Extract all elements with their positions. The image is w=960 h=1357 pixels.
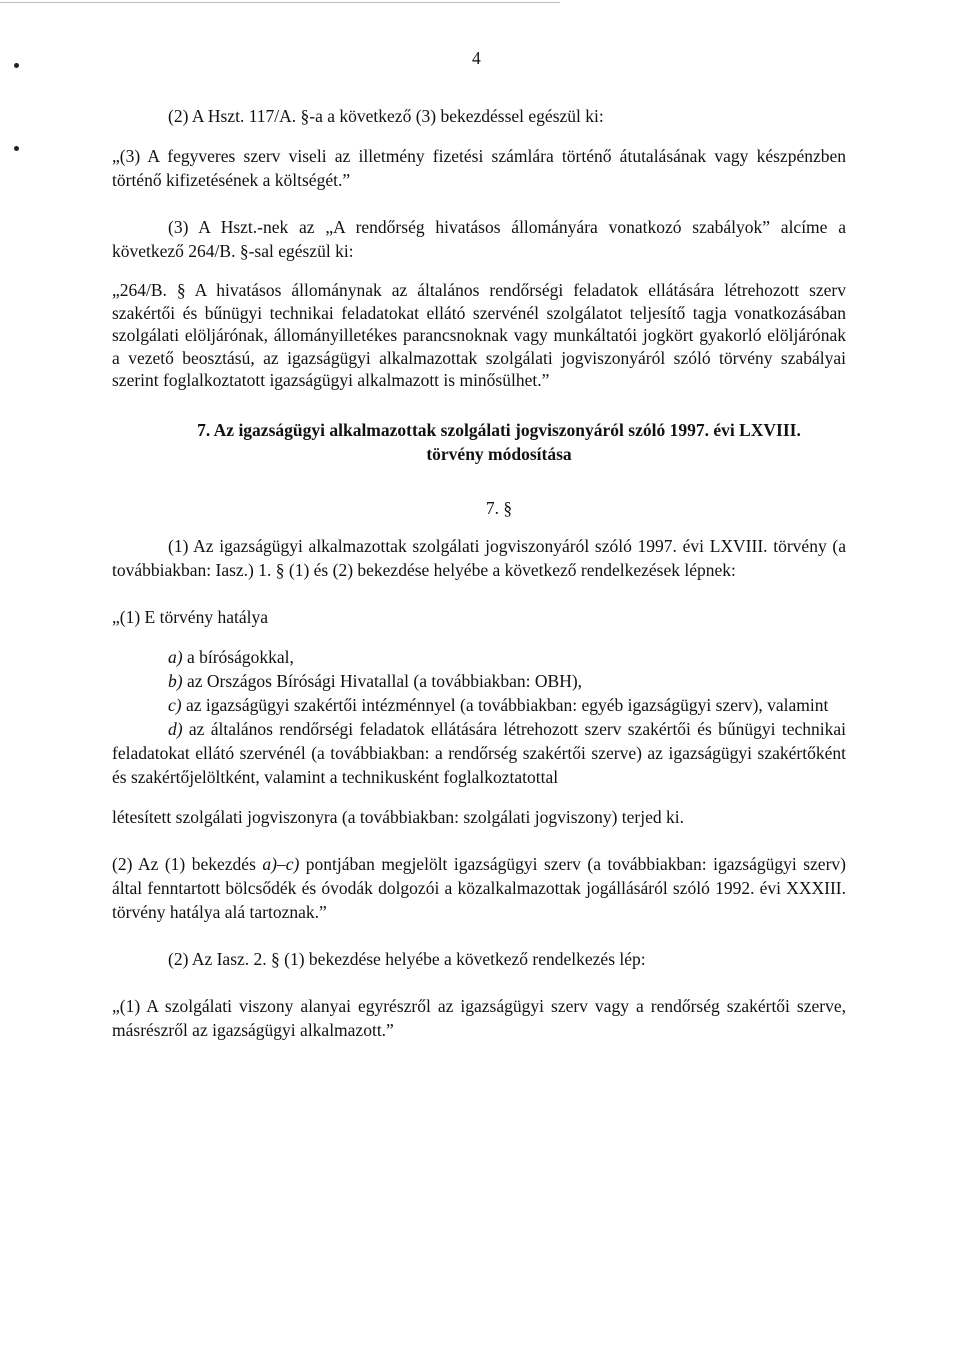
section-heading (112, 418, 846, 466)
paragraph-nurseries: (2) Az (1) bekezdés a)–c) pontjában megjelölt igazságügyi szerv (a továbbiakban: igazságügyi szerv) által fenntartott bölcsődék és óvodák dolgozói a közalkalmazottak jogállásáról szóló 1992. évi XXXIII. törvény hatálya alá tartoznak.” (112, 853, 846, 922)
paragraph-iasz-2: (2) Az Iasz. 2. § (1) bekezdése helyébe a következő rendelkezés lép: (168, 948, 646, 969)
paragraph-service-parties: „(1) A szolgálati viszony alanyai egyrészről az igazságügyi szerv vagy a rendőrség szakértői szerve, másrészről az igazságügyi alkalmazott.” (112, 995, 846, 1040)
section-title-line1: 7. Az igazságügyi alkalmazottak szolgálati jogviszonyáról szóló 1997. évi LXVIII. (197, 419, 801, 440)
list-item: d) az általános rendőrségi feladatok ellátására létrehozott szerv szakértői és bűnügyi technikai feladatokat ellátó szervénél (a továbbiakban: a rendőrség szakértői szerve) az igazságügyi szakértőként és szakértőjelöltként, valamint a technikusként foglalkoztatottal (112, 718, 846, 787)
list-item: b) az Országos Bírósági Hivatallal (a továbbiakban: OBH), (168, 670, 583, 691)
paragraph-mark: 7. § (485, 497, 513, 518)
scan-artifact-dot (14, 146, 19, 151)
document-body (112, 104, 846, 1042)
paragraph-quoted-provision: „(3) A fegyveres szerv viseli az illetmény fizetési számlára történő átutalásának vagy készpénzben történő kifizetésének a költségét.” (112, 146, 846, 190)
page-number: 4 (472, 48, 481, 68)
paragraph-iasz-amendment: (1) Az igazságügyi alkalmazottak szolgálati jogviszonyáról szóló 1997. évi LXVIII. törvény (a továbbiakban: Iasz.) 1. § (1) és (2) bekezdése helyébe a következő rendelkezések lépnek: (112, 535, 846, 580)
scan-artifact-dot (14, 63, 19, 68)
scan-top-edge-line (0, 2, 560, 3)
paragraph-scope-end: létesített szolgálati jogviszonyra (a továbbiakban: szolgálati jogviszony) terjed ki. (112, 806, 684, 827)
paragraph-subsection-3: (3) A Hszt.-nek az „A rendőrség hivatásos állományára vonatkozó szabályok” alcíme a következő 264/B. §-sal egészül ki: (112, 217, 846, 261)
paragraph-scope-intro: „(1) E törvény hatálya (112, 606, 268, 627)
paragraph-264b: „264/B. § A hivatásos állománynak az általános rendőrségi feladatok ellátására létrehozott szerv szakértői és bűnügyi technikai feladatokat ellátó szervénél szolgálatot teljesítő tagja vonatkozásában szolgálati elöljárónak, állományilletékes parancsnoknak vagy munkáltatói jogkört gyakorló elöljárónak a vezető beosztású, az igazságügyi alkalmazottak szolgálati jogviszonyáról szóló törvény szabályai szerint foglalkoztatott igazságügyi alkalmazott is minősülhet.” (112, 280, 846, 390)
scope-list (112, 645, 846, 789)
paragraph-amendment-intro: (2) A Hszt. 117/A. §-a a következő (3) bekezdéssel egészül ki: (168, 106, 604, 126)
list-item: c) az igazságügyi szakértői intézménnyel (a továbbiakban: egyéb igazságügyi szerv), valamint (168, 694, 829, 715)
section-title-line2: törvény módosítása (426, 443, 572, 464)
list-item: a) a bíróságokkal, (168, 646, 294, 667)
